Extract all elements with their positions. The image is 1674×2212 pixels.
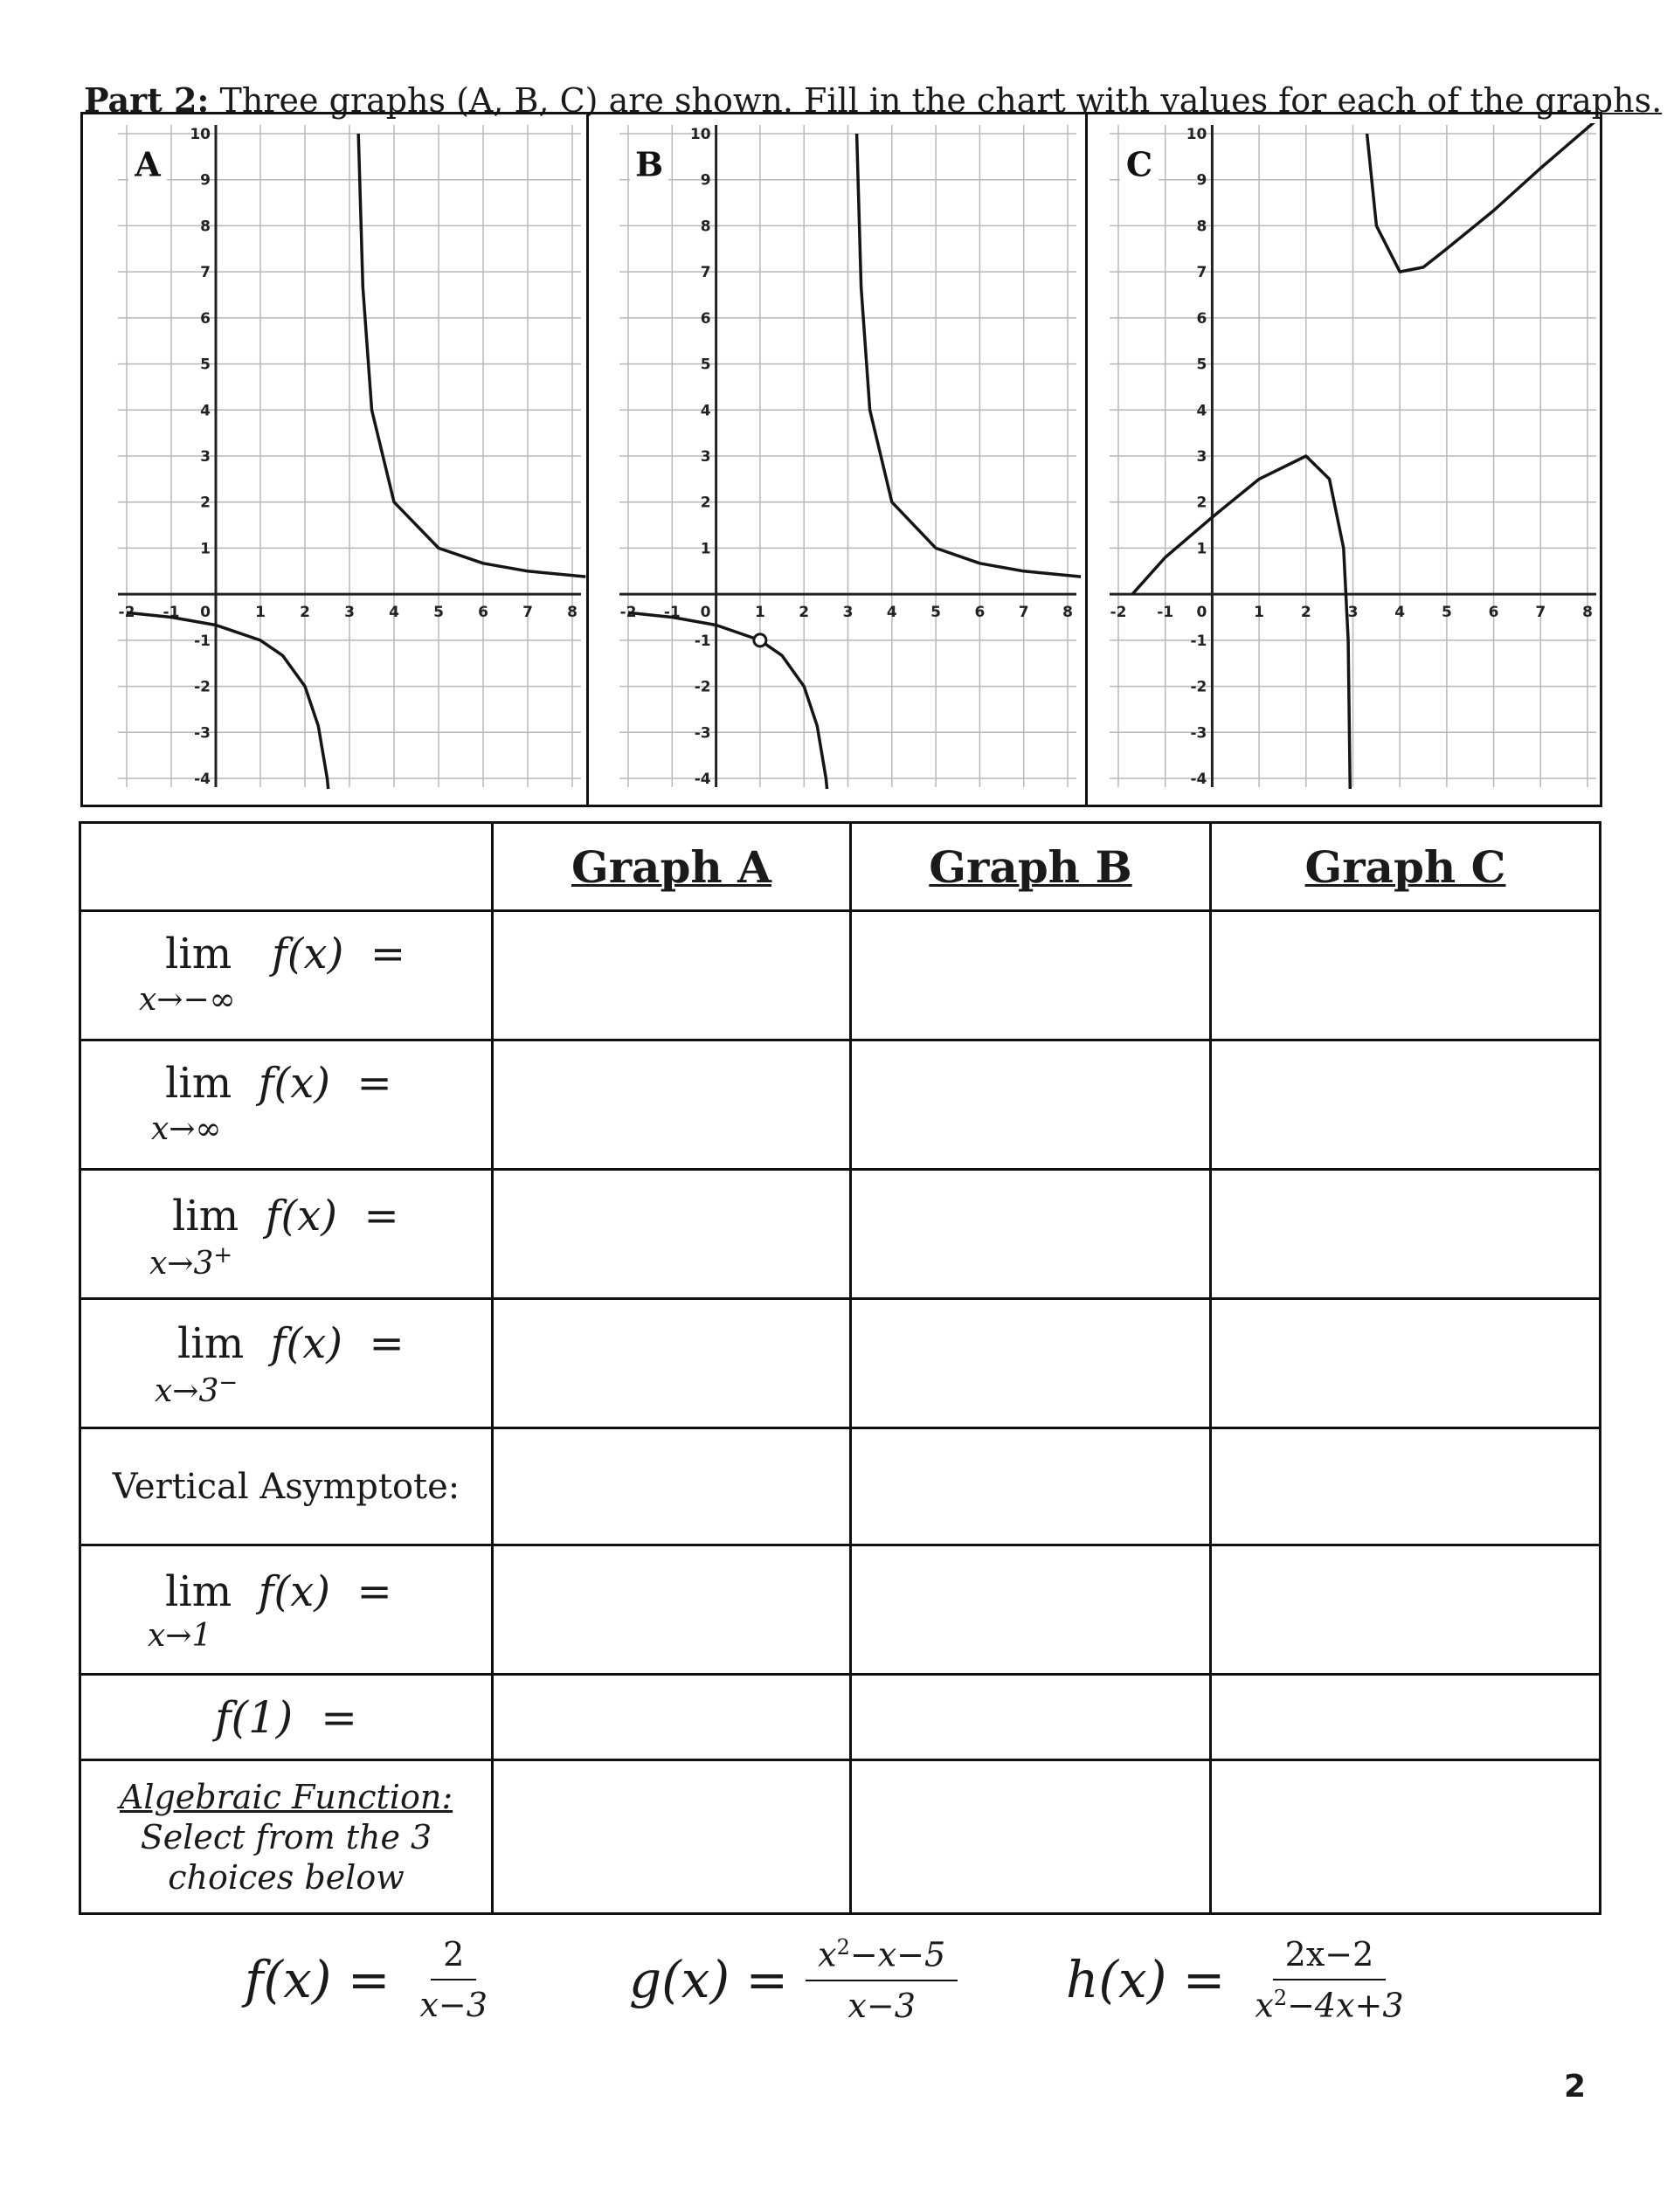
x-tick-label: 4: [886, 604, 897, 622]
x-tick-label: 5: [930, 604, 942, 622]
graph-a-panel: [83, 114, 589, 805]
answer-b-lim-neg-inf[interactable]: [851, 911, 1211, 1040]
lim-expression: [151, 1059, 392, 1147]
x-tick-label: -1: [163, 604, 180, 622]
y-tick-label: 4: [700, 402, 711, 420]
y-tick-label: 1: [1196, 540, 1207, 558]
x-tick-label: 6: [1488, 604, 1499, 622]
x-tick-label: 5: [433, 604, 444, 622]
header-graph-b: Graph B: [851, 823, 1211, 911]
y-tick-label: -2: [694, 678, 711, 696]
x-tick-label: -2: [118, 604, 135, 622]
equals-sign: =: [370, 930, 406, 978]
graph-plot: [1088, 114, 1600, 805]
lim-expression: [149, 1192, 399, 1282]
row-lim-3-plus: [80, 1170, 1601, 1299]
row-algebraic-function: [80, 1760, 1601, 1914]
row-lim-1: [80, 1545, 1601, 1675]
equals-sign: =: [363, 1192, 399, 1241]
x-tick-label: 8: [567, 604, 578, 622]
function-name: f(x): [258, 1567, 331, 1616]
choice-f-denominator: x−3: [419, 1986, 488, 2024]
choice-g: [629, 1935, 958, 2025]
y-tick-label: -1: [194, 632, 211, 650]
answer-b-f-of-1[interactable]: [851, 1675, 1211, 1760]
answer-c-lim-neg-inf[interactable]: [1211, 911, 1601, 1040]
answer-b-lim-pos-inf[interactable]: [851, 1040, 1211, 1170]
x-tick-label: 4: [1394, 604, 1406, 622]
choice-h-numerator: 2x−2: [1273, 1935, 1387, 1980]
graph-plot: [589, 114, 1085, 805]
x-tick-label: 8: [1582, 604, 1593, 622]
x-tick-label: 1: [1254, 604, 1265, 622]
lim-word: lim: [165, 1059, 232, 1108]
graph-plot: [83, 114, 586, 805]
y-tick-label: -2: [194, 678, 211, 696]
y-tick-label: 5: [700, 356, 711, 374]
y-tick-label: 6: [700, 309, 711, 328]
header-row: [80, 823, 1601, 911]
x-tick-label: -1: [1157, 604, 1174, 622]
x-tick-label: -2: [1110, 604, 1127, 622]
y-tick-label: -1: [694, 632, 711, 650]
denominator-base: x: [1255, 1986, 1274, 2025]
graph-curve: [1367, 120, 1597, 272]
graphs-box: [80, 112, 1602, 807]
answer-c-vertical-asymptote[interactable]: [1211, 1428, 1601, 1545]
label-lim-3-plus: [80, 1170, 493, 1299]
lim-expression: [155, 1319, 405, 1409]
y-tick-label: 5: [1196, 356, 1207, 374]
y-tick-label: -4: [1190, 771, 1207, 788]
label-vertical-asymptote: Vertical Asymptote:: [80, 1428, 493, 1545]
x-tick-label: 2: [799, 604, 810, 622]
limit-approach: x→3: [155, 1373, 219, 1409]
y-tick-label: -4: [694, 771, 711, 788]
equals-sign: =: [1182, 1950, 1226, 2010]
label-lim-pos-inf: [80, 1040, 493, 1170]
function-value: f(1): [214, 1691, 294, 1743]
lim-expression: [148, 1567, 392, 1654]
part-instructions: Three graphs (A, B, C) are shown. Fill in the chart with values for each of the graphs.: [209, 81, 1663, 120]
answer-c-f-of-1[interactable]: [1211, 1675, 1601, 1760]
y-tick-label: 1: [200, 540, 211, 558]
y-tick-label: 3: [200, 448, 211, 466]
graph-b-panel: [589, 114, 1088, 805]
x-tick-label: 1: [754, 604, 765, 622]
x-tick-label: 2: [1300, 604, 1311, 622]
x-tick-label: 6: [974, 604, 986, 622]
y-tick-label: 3: [700, 448, 711, 466]
equals-sign: =: [745, 1950, 789, 2010]
answer-c-lim-1[interactable]: [1211, 1545, 1601, 1675]
y-tick-label: 9: [200, 171, 211, 190]
equals-sign: =: [347, 1950, 391, 2009]
open-circle-hole: [754, 634, 766, 646]
function-name: f(x): [270, 1319, 343, 1368]
y-tick-label: -1: [1190, 632, 1207, 650]
choice-f: [245, 1935, 500, 2024]
limit-subscript: x→∞: [151, 1111, 222, 1147]
graph-c-panel: [1088, 114, 1600, 805]
x-tick-label: -1: [663, 604, 681, 622]
algebraic-title: Algebraic Function:: [119, 1777, 453, 1816]
answer-a-f-of-1[interactable]: [493, 1675, 851, 1760]
y-tick-label: 6: [1196, 309, 1207, 328]
y-tick-label: 1: [700, 540, 711, 558]
x-tick-label: 8: [1062, 604, 1073, 622]
y-tick-label: 7: [700, 264, 711, 282]
y-tick-label: 2: [700, 494, 711, 512]
label-f-of-1: [80, 1675, 493, 1760]
answer-a-lim-3-minus[interactable]: [493, 1299, 851, 1428]
choice-f-name: f(x): [245, 1950, 332, 2009]
label-lim-1: [80, 1545, 493, 1675]
answer-b-lim-1[interactable]: [851, 1545, 1211, 1675]
denominator-rest: −4x+3: [1287, 1986, 1404, 2025]
x-tick-label: 3: [1347, 604, 1359, 622]
denominator-exponent: 2: [1273, 1986, 1288, 2010]
x-tick-label: -2: [619, 604, 637, 622]
lim-expression: [139, 930, 406, 1018]
header-graph-c: Graph C: [1211, 823, 1601, 911]
answer-a-lim-pos-inf[interactable]: [493, 1040, 851, 1170]
answer-a-lim-neg-inf[interactable]: [493, 911, 851, 1040]
y-tick-label: -4: [194, 771, 211, 788]
y-tick-label: 10: [689, 126, 711, 143]
graph-curve: [358, 134, 585, 577]
limit-subscript: x→1: [148, 1618, 212, 1654]
lim-word: lim: [165, 1567, 232, 1616]
y-tick-label: 2: [1196, 494, 1207, 512]
algebraic-line-2: Select from the 3: [140, 1817, 432, 1856]
y-tick-label: 8: [1196, 218, 1207, 236]
x-tick-label: 0: [1196, 604, 1207, 622]
equals-sign: =: [321, 1691, 358, 1743]
lim-word: lim: [165, 930, 232, 978]
limit-subscript: [155, 1370, 238, 1409]
x-tick-label: 3: [842, 604, 854, 622]
y-tick-label: 8: [200, 218, 211, 236]
y-tick-label: 8: [700, 218, 711, 236]
choice-h-name: h(x): [1066, 1950, 1167, 2010]
y-tick-label: 5: [200, 356, 211, 374]
label-algebraic-function: [80, 1760, 493, 1914]
equals-sign: =: [356, 1567, 392, 1616]
y-tick-label: 9: [1196, 171, 1207, 190]
limit-side: +: [213, 1242, 233, 1268]
choice-h-denominator: [1242, 1980, 1415, 2025]
x-tick-label: 0: [200, 604, 211, 622]
y-tick-label: 4: [1196, 402, 1207, 420]
answer-c-lim-pos-inf[interactable]: [1211, 1040, 1601, 1170]
limit-approach: x→3: [149, 1246, 214, 1282]
graph-letter: B: [634, 144, 664, 184]
y-tick-label: -3: [1190, 724, 1207, 743]
choice-g-numerator: [806, 1935, 958, 1981]
answer-b-lim-3-plus[interactable]: [851, 1170, 1211, 1299]
y-tick-label: -3: [194, 724, 211, 743]
x-tick-label: 5: [1441, 604, 1452, 622]
x-tick-label: 7: [1535, 604, 1546, 622]
graph-letter: A: [135, 144, 161, 184]
choice-g-name: g(x): [629, 1950, 730, 2010]
y-tick-label: 3: [1196, 448, 1207, 466]
answer-c-algebraic-function[interactable]: [1211, 1760, 1601, 1914]
graph-curve: [857, 134, 1082, 577]
x-tick-label: 6: [478, 604, 488, 622]
function-name: f(x): [258, 1059, 331, 1108]
equals-sign: =: [356, 1059, 392, 1108]
x-tick-label: 4: [389, 604, 399, 622]
row-vertical-asymptote: [80, 1428, 1601, 1545]
answer-b-vertical-asymptote[interactable]: [851, 1428, 1211, 1545]
graph-curve: [127, 612, 332, 805]
y-tick-label: 10: [190, 126, 211, 143]
answer-a-algebraic-function[interactable]: [493, 1760, 851, 1914]
choice-f-fraction: [407, 1935, 499, 2024]
choice-h-fraction: [1242, 1935, 1415, 2025]
choice-g-fraction: [806, 1935, 958, 2025]
algebraic-line-3: choices below: [168, 1857, 405, 1897]
equals-sign: =: [369, 1319, 405, 1368]
answer-a-vertical-asymptote[interactable]: [493, 1428, 851, 1545]
answer-c-lim-3-minus[interactable]: [1211, 1299, 1601, 1428]
part-label: Part 2:: [84, 80, 210, 120]
lim-word: lim: [177, 1319, 245, 1368]
answer-a-lim-3-plus[interactable]: [493, 1170, 851, 1299]
limits-chart: [79, 821, 1601, 1915]
limit-subscript: x→−∞: [139, 982, 236, 1018]
x-tick-label: 7: [1018, 604, 1029, 622]
choice-h: [1066, 1935, 1416, 2025]
header-graph-a: Graph A: [493, 823, 851, 911]
page-number: 2: [1564, 2069, 1587, 2105]
y-tick-label: 7: [1196, 264, 1207, 282]
row-lim-pos-inf: [80, 1040, 1601, 1170]
y-tick-label: 4: [200, 402, 211, 420]
y-tick-label: -3: [694, 724, 711, 743]
numerator-rest: −x−5: [849, 1935, 946, 1974]
x-tick-label: 1: [255, 604, 266, 622]
limit-side: −: [218, 1370, 239, 1396]
x-tick-label: 3: [344, 604, 355, 622]
function-name: f(x): [265, 1192, 338, 1241]
y-tick-label: 7: [200, 264, 211, 282]
choice-f-numerator: 2: [431, 1935, 476, 1980]
answer-c-lim-3-plus[interactable]: [1211, 1170, 1601, 1299]
answer-b-lim-3-minus[interactable]: [851, 1299, 1211, 1428]
answer-b-algebraic-function[interactable]: [851, 1760, 1211, 1914]
choice-g-denominator: x−3: [847, 1986, 916, 2025]
x-tick-label: 7: [522, 604, 533, 622]
function-choices: [0, 1926, 1674, 2049]
numerator-base: x: [818, 1935, 837, 1974]
label-lim-3-minus: [80, 1299, 493, 1428]
x-tick-label: 2: [300, 604, 310, 622]
function-name: f(x): [272, 930, 344, 978]
y-tick-label: -2: [1190, 678, 1207, 696]
limit-subscript: [149, 1242, 232, 1282]
graph-letter: C: [1125, 144, 1153, 184]
row-f-of-1: [80, 1675, 1601, 1760]
answer-a-lim-1[interactable]: [493, 1545, 851, 1675]
y-tick-label: 10: [1186, 126, 1207, 143]
graph-curve: [628, 612, 830, 805]
row-lim-neg-inf: [80, 911, 1601, 1040]
y-tick-label: 6: [200, 309, 211, 328]
label-lim-neg-inf: [80, 911, 493, 1040]
corner-cell: [80, 823, 493, 911]
y-tick-label: 9: [700, 171, 711, 190]
numerator-exponent: 2: [836, 1935, 850, 1960]
lim-word: lim: [172, 1192, 239, 1241]
y-tick-label: 2: [200, 494, 211, 512]
row-lim-3-minus: [80, 1299, 1601, 1428]
x-tick-label: 0: [700, 604, 711, 622]
